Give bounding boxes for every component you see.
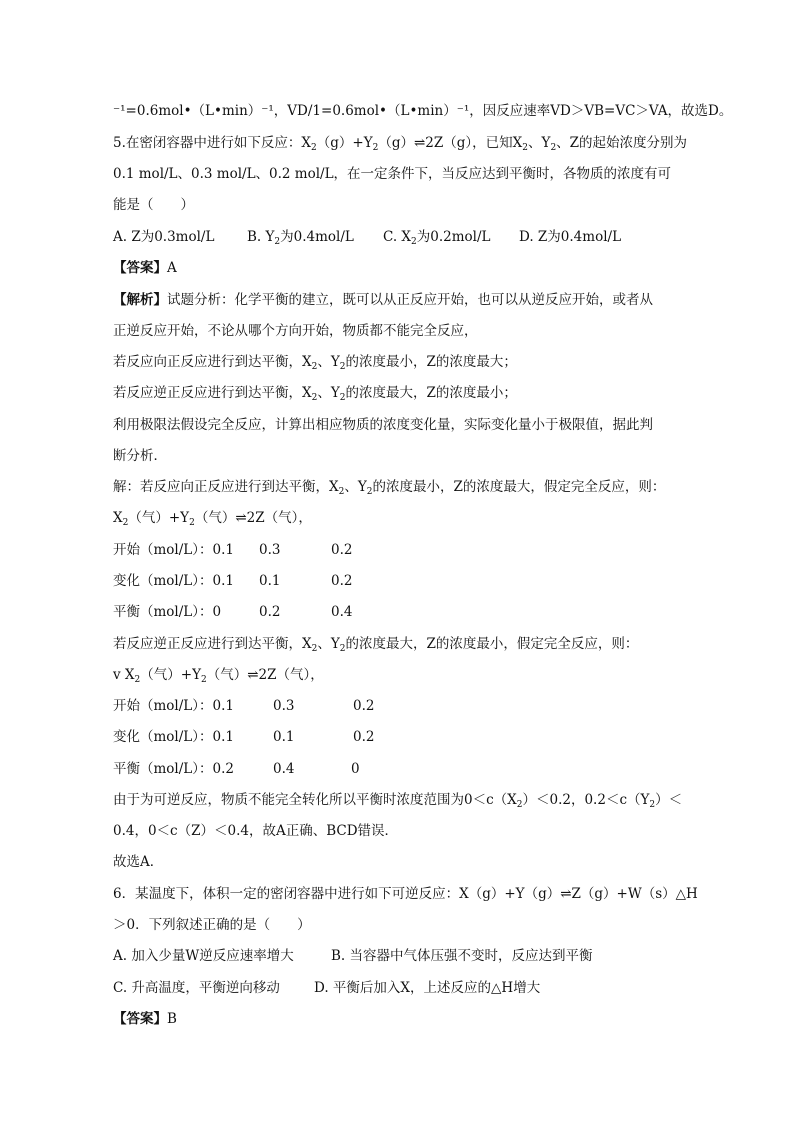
question-5-stem-line-1: 5.在密闭容器中进行如下反应：$X_2(g)+Y_2(g)\rightleftharpoons 2Z(g)$，已知$X_2$、$Y_2$、Z的起始浓度分别为 xyxy=(113,135,688,153)
option-b: B. 当容器中气体压强不变时，反应达到平衡 xyxy=(331,948,593,964)
analysis-line-5: 利用极限法假设完全反应，计算出相应物质的浓度变化量，实际变化量小于极限值，据此判 xyxy=(113,417,653,433)
answer-label: 【答案】 xyxy=(113,1011,167,1027)
conclusion-line-1: 由于为可逆反应，物质不能完全转化所以平衡时浓度范围为$0<c(X_2)<0.2$，$0.2<c(Y_2)<$ xyxy=(113,792,683,810)
table-2-row-start: 开始（mol/L）：0.1 0.3 0.2 xyxy=(113,698,375,714)
question-5-stem-line-3: 能是（ ） xyxy=(113,197,194,213)
table-1-row-change: 变化（mol/L）：0.1 0.1 0.2 xyxy=(113,573,353,589)
analysis-line-1: 【解析】试题分析：化学平衡的建立，既可以从正反应开始，也可以从逆反应开始，或者从 xyxy=(113,292,653,308)
option-d: D. 平衡后加入X，上述反应的△H增大 xyxy=(314,980,541,996)
option-a: A. Z为0.3mol/L xyxy=(113,229,215,245)
equation-2: v $X_2$（气）$+Y_2$（气）⇌2Z（气）， xyxy=(113,667,324,685)
text-line-rate-conclusion: ⁻¹=0.6mol•（L•min）⁻¹，VD/1=0.6mol•（L•min）⁻¹，因反应速率VD＞VB=VC＞VA，故选D。 xyxy=(113,103,733,119)
analysis-line-3: 若反应向正反应进行到达平衡，$X_2$、$Y_2$的浓度最小，Z的浓度最大； xyxy=(113,354,517,372)
option-c: C. 升高温度，平衡逆向移动 xyxy=(113,980,280,996)
analysis-line-2: 正逆反应开始，不论从哪个方向开始，物质都不能完全反应， xyxy=(113,323,478,339)
option-b: B. $Y_2$为0.4mol/L xyxy=(247,229,354,247)
option-d: D. Z为0.4mol/L xyxy=(519,229,622,245)
question-5-stem-line-2: 0.1 mol/L、0.3 mol/L、0.2 mol/L，在一定条件下，当反应达到平衡时，各物质的浓度有可 xyxy=(113,166,672,182)
answer-label: 【答案】 xyxy=(113,260,167,276)
answer-5 xyxy=(113,258,177,278)
answer-6 xyxy=(113,1009,177,1029)
option-a: A. 加入少量W逆反应速率增大 xyxy=(113,948,294,964)
analysis-line-6: 断分析． xyxy=(113,448,167,464)
question-6-stem-line-1: 6．某温度下，体积一定的密闭容器中进行如下可逆反应：X（g）+Y（g）⇌Z（g）+W（s）△H xyxy=(113,886,698,902)
analysis-label: 【解析】 xyxy=(113,292,167,308)
table-2-row-change: 变化（mol/L）：0.1 0.1 0.2 xyxy=(113,729,375,745)
conclusion-line-3: 故选A． xyxy=(113,854,164,870)
answer-value: A xyxy=(167,260,177,276)
conclusion-line-2: 0.4，0＜c（Z）＜0.4，故A正确、BCD错误． xyxy=(113,823,399,839)
table-1-row-equilibrium: 平衡（mol/L）：0 0.2 0.4 xyxy=(113,604,353,620)
solution-line-2: 若反应逆正反应进行到达平衡，$X_2$、$Y_2$的浓度最大，Z的浓度最小，假定完全反应，则： xyxy=(113,636,639,654)
solution-line-1: 解：若反应向正反应进行到达平衡，$X_2$、$Y_2$的浓度最小，Z的浓度最大，假定完全反应，则： xyxy=(113,479,666,497)
question-5-options xyxy=(113,227,621,247)
answer-value: B xyxy=(167,1011,177,1027)
option-c: C. $X_2$为0.2mol/L xyxy=(383,229,491,247)
equation-1: $X_2$（气）$+Y_2$（气）⇌2Z（气）， xyxy=(113,510,312,528)
question-6-options-row-2 xyxy=(113,978,540,998)
question-6-options-row-1 xyxy=(113,946,593,966)
table-2-row-equilibrium: 平衡（mol/L）：0.2 0.4 0 xyxy=(113,761,360,777)
table-1-row-start: 开始（mol/L）：0.1 0.3 0.2 xyxy=(113,542,353,558)
question-6-stem-line-2: ＞0．下列叙述正确的是（ ） xyxy=(113,917,311,933)
analysis-line-4: 若反应逆正反应进行到达平衡，$X_2$、$Y_2$的浓度最大，Z的浓度最小； xyxy=(113,385,517,403)
